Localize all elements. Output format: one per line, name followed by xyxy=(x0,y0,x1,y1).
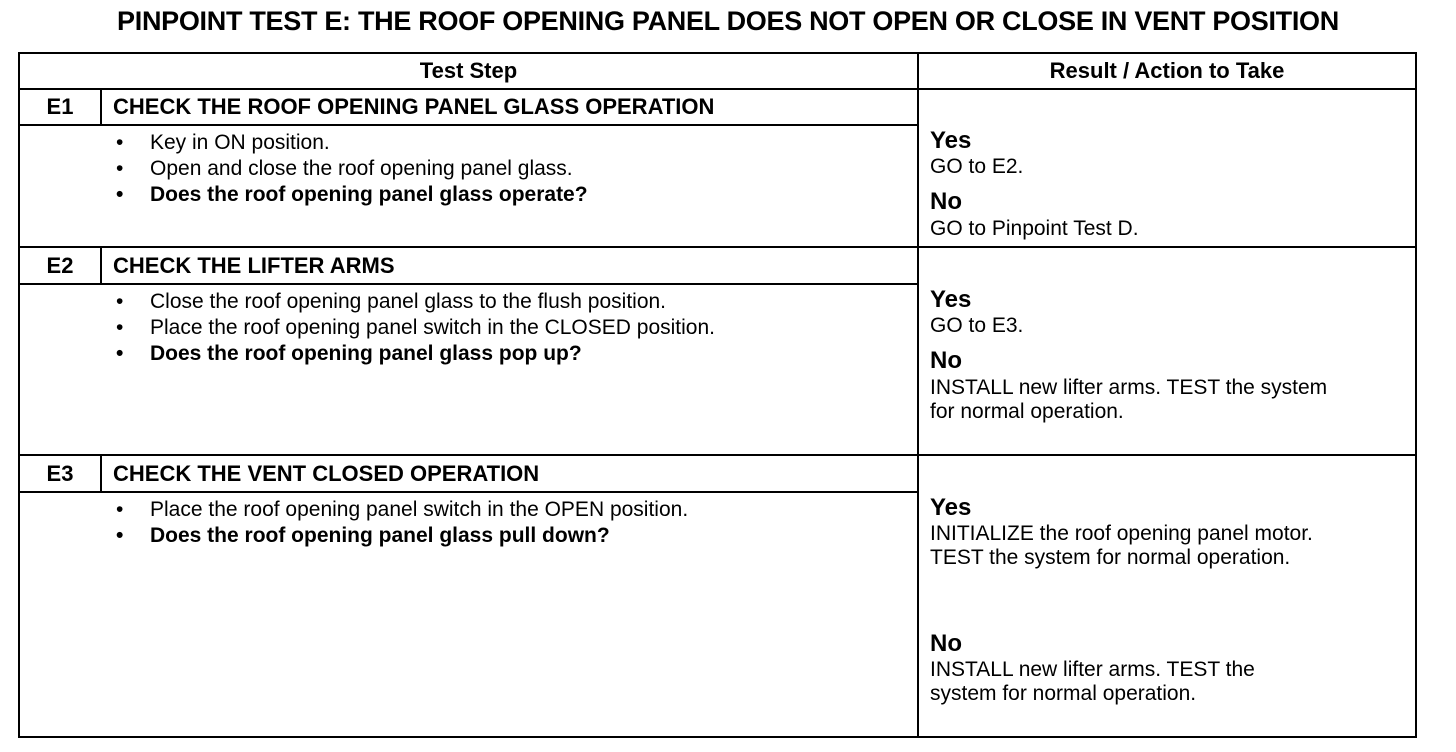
bullet-icon: • xyxy=(116,524,124,547)
list-item: • Place the roof opening panel switch in the CLOSED position. xyxy=(116,316,716,339)
header-result-action: Result / Action to Take xyxy=(1049,58,1285,83)
bullet-icon: • xyxy=(116,131,124,154)
no-action-e2-line1: INSTALL new lifter arms. TEST the system xyxy=(930,376,1328,399)
bullet-icon: • xyxy=(116,498,124,521)
bullet-icon: • xyxy=(116,316,124,339)
yes-label-e1: Yes xyxy=(930,127,972,154)
list-item: • Place the roof opening panel switch in the OPEN position. xyxy=(116,498,689,521)
step-heading-divider xyxy=(20,491,917,493)
no-label-e2: No xyxy=(930,347,962,374)
step-row-divider xyxy=(20,454,1415,456)
page-title: PINPOINT TEST E: THE ROOF OPENING PANEL DOES NOT OPEN OR CLOSE IN VENT POSITION xyxy=(117,6,1339,36)
step-actions-e1 xyxy=(116,130,588,208)
column-divider xyxy=(917,54,919,736)
yes-label-e3: Yes xyxy=(930,494,972,521)
step-id-divider xyxy=(100,248,102,284)
yes-action-e1: GO to E2. xyxy=(930,155,1024,178)
no-action-e2-line2: for normal operation. xyxy=(930,400,1124,423)
bullet-icon: • xyxy=(116,290,124,313)
step-heading-divider xyxy=(20,124,917,126)
bullet-icon: • xyxy=(116,183,124,206)
step-actions-e3 xyxy=(116,497,688,549)
step-heading-e3: CHECK THE VENT CLOSED OPERATION xyxy=(113,461,540,486)
bullet-icon: • xyxy=(116,157,124,180)
no-label-e1: No xyxy=(930,188,962,215)
step-heading-e2: CHECK THE LIFTER ARMS xyxy=(113,253,395,278)
step-id-divider xyxy=(100,456,102,492)
list-item: • Key in ON position. xyxy=(116,131,330,154)
header-test-step: Test Step xyxy=(419,58,518,83)
no-action-e3-line1: INSTALL new lifter arms. TEST the xyxy=(930,658,1255,681)
step-id-e1: E1 xyxy=(46,94,74,119)
no-action-e3-line2: system for normal operation. xyxy=(930,682,1197,705)
step-question-e3: • Does the roof opening panel glass pull down? xyxy=(116,524,610,547)
step-row-divider xyxy=(20,246,1415,248)
yes-action-e3-line2: TEST the system for normal operation. xyxy=(930,546,1291,569)
step-actions-e2 xyxy=(116,289,715,367)
no-label-e3: No xyxy=(930,630,962,657)
yes-action-e2: GO to E3. xyxy=(930,314,1024,337)
step-heading-e1: CHECK THE ROOF OPENING PANEL GLASS OPERATION xyxy=(113,94,715,119)
list-item: • Close the roof opening panel glass to the flush position. xyxy=(116,290,667,313)
step-question-e1: • Does the roof opening panel glass operate? xyxy=(116,183,588,206)
list-item: • Open and close the roof opening panel glass. xyxy=(116,157,573,180)
yes-label-e2: Yes xyxy=(930,286,972,313)
no-action-e1: GO to Pinpoint Test D. xyxy=(930,217,1139,240)
header-divider xyxy=(20,88,1415,90)
step-id-e2: E2 xyxy=(46,253,74,278)
yes-action-e3-line1: INITIALIZE the roof opening panel motor. xyxy=(930,522,1313,545)
step-question-e2: • Does the roof opening panel glass pop up? xyxy=(116,342,582,365)
bullet-icon: • xyxy=(116,342,124,365)
step-id-e3: E3 xyxy=(46,461,74,486)
step-id-divider xyxy=(100,90,102,124)
pinpoint-test-table xyxy=(18,52,1417,738)
step-heading-divider xyxy=(20,283,917,285)
